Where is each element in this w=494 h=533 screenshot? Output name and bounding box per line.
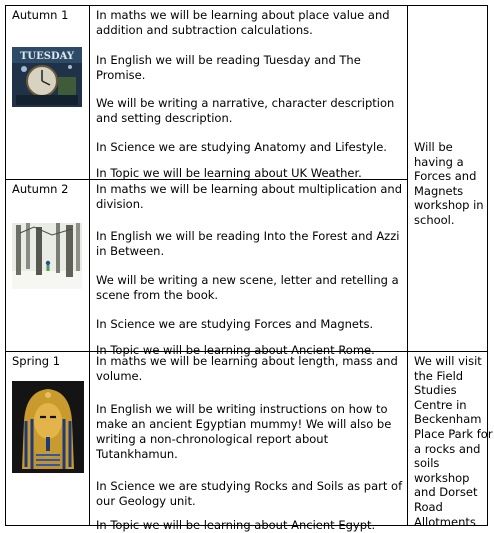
topic-plan-table [5,5,493,532]
table-row-spring-1 [5,351,493,532]
topic-paragraph-maths: In maths we will be learning about multiplication and division. [96,182,403,211]
table-row-autumn-2 [5,179,488,357]
topic-paragraph-maths: In maths we will be learning about length, mass and volume. [96,354,398,383]
autumn-workshop-note: Will be having a Forces and Magnets workshop in school. [414,140,484,227]
term-label: Spring 1 [12,354,61,368]
term-cell [5,351,89,526]
term-cell [5,5,89,179]
topic-paragraph-science: In Science we are studying Anatomy and Lifestyle. [96,140,387,154]
cover-title-text: TUESDAY [19,51,75,62]
topic-paragraph-science: In Science we are studying Rocks and Soils as part of our Geology unit. [96,479,403,508]
topic-paragraph-english-reading: In English we will be reading Tuesday and The Promise. [96,53,361,82]
term-label: Autumn 1 [12,8,69,22]
term-label: Autumn 2 [12,182,69,196]
topic-paragraph-english-writing: We will be writing a narrative, character description and setting description. [96,96,395,125]
spring-trip-note: We will visit the Field Studies Centre in Beckenham Place Park for a rocks and soils workshop and Dorset Road Allotments [414,354,493,529]
topic-paragraph-topic: In Topic we will be learning about Ancient Egypt. [96,518,376,532]
topic-content-cell [89,179,407,357]
tutankhamun-mask-image [12,381,84,473]
topic-paragraph-topic: In Topic we will be learning about UK Weather. [96,166,362,180]
term-cell [5,179,89,351]
topic-paragraph-topic: In Topic we will be learning about Ancient Rome. [96,343,375,357]
topic-paragraph-english-writing: We will be writing a new scene, letter and retelling a scene from the book. [96,273,399,302]
tuesday-book-cover-image [12,47,82,107]
into-the-forest-book-cover-image [12,223,82,289]
topic-paragraph-english: In English we will be writing instructions on how to make an ancient Egyptian mummy! We will also be writing a non-chronological report about Tutankhamun. [96,402,392,461]
topic-paragraph-science: In Science we are studying Forces and Magnets. [96,317,374,331]
topic-paragraph-maths: In maths we will be learning about place value and addition and subtraction calculations. [96,8,390,37]
topic-content-cell [89,351,407,532]
topic-paragraph-english-reading: In English we will be reading Into the Forest and Azzi in Between. [96,229,400,258]
topic-content-cell [89,5,407,179]
